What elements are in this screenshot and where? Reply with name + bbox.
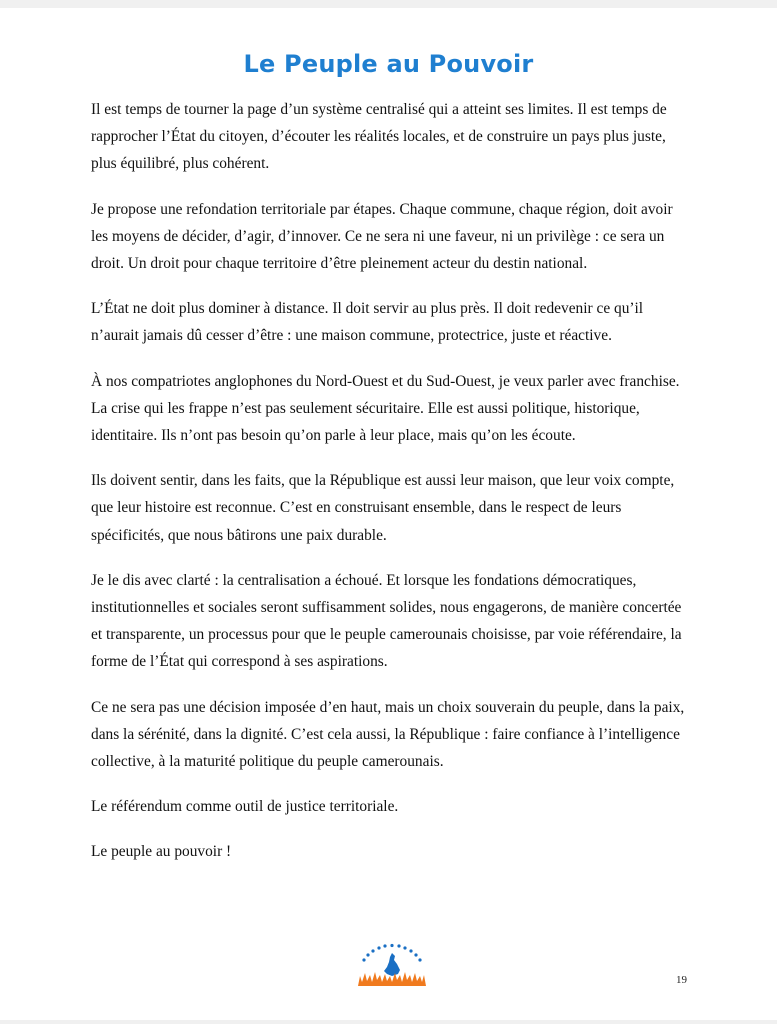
paragraph: À nos compatriotes anglophones du Nord-Ouest et du Sud-Ouest, je veux parler avec franchise. La crise qui les frappe n’est pas seulement sécuritaire. Elle est aussi politique, historique, identitaire. Ils n’ont pas besoin qu’on parle à leur place, mais qu’on les écoute.: [91, 372, 680, 445]
paragraph: Il est temps de tourner la page d’un système centralisé qui a atteint ses limites. Il est temps de rapprocher l’État du citoyen, d’écouter les réalités locales, et de construire un pays plus juste, plus équilibré, plus cohérent.: [91, 101, 667, 173]
paragraph: Ils doivent sentir, dans les faits, que la République est aussi leur maison, que leur voix compte, que leur histoire est reconnue. C’est en construisant ensemble, dans le respect de leurs spécificités, que nous bâtirons une paix durable.: [91, 472, 675, 544]
paragraph: Je le dis avec clarté : la centralisation a échoué. Et lorsque les fondations démocratiques, institutionnelles et sociales seront suffisamment solides, nous engagerons, de manière concertée et transparente, un processus pour que le peuple camerounais choisisse, par voie référendaire, la forme de l’État qui correspond à ses aspirations.: [91, 571, 682, 671]
body-text: [91, 96, 691, 884]
logo-map-shape: [384, 953, 400, 976]
page-number: 19: [676, 974, 687, 986]
paragraph: Je propose une refondation territoriale par étapes. Chaque commune, chaque région, doit avoir les moyens de décider, d’agir, d’innover. Ce ne sera ni une faveur, ni un privilège : ce sera un droit. Un droit pour chaque territoire d’être pleinement acteur du destin national.: [91, 200, 673, 273]
paragraph: Le peuple au pouvoir !: [91, 843, 232, 861]
page-title: Le Peuple au Pouvoir: [243, 50, 534, 78]
logo-icon: [354, 940, 430, 988]
paragraph: Ce ne sera pas une décision imposée d’en haut, mais un choix souverain du peuple, dans la paix, dans la sérénité, dans la dignité. C’est cela aussi, la République : faire confiance à l’intelligence collective, à la maturité politique du peuple camerounais.: [91, 698, 685, 771]
document-page: [0, 8, 777, 1020]
paragraph: Le référendum comme outil de justice territoriale.: [91, 798, 399, 816]
paragraph: L’État ne doit plus dominer à distance. Il doit servir au plus près. Il doit redevenir ce qu’il n’aurait jamais dû cesser d’être : une maison commune, protectrice, juste et réactive.: [91, 300, 644, 345]
